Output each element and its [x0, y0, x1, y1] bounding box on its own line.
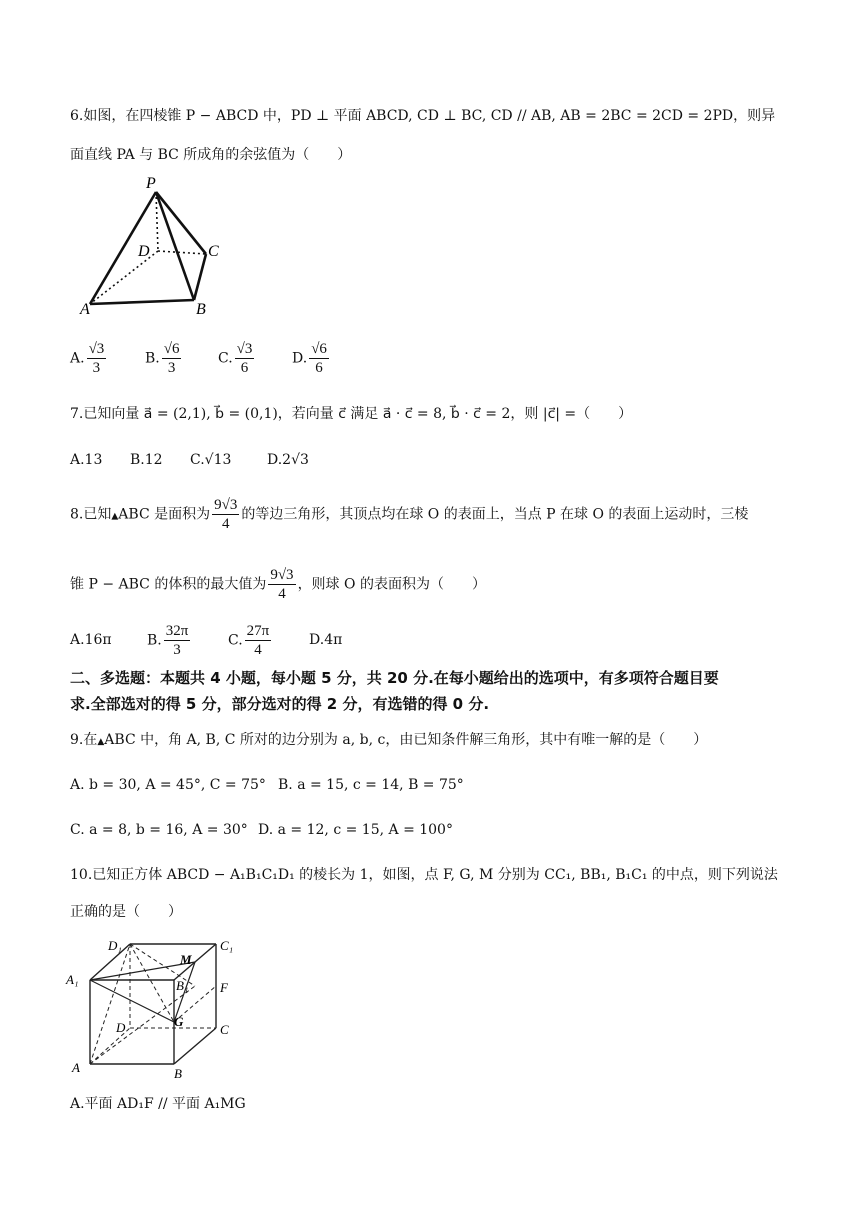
- q7-stem: 7.已知向量 a⃗ = (2,1), b⃗ = (0,1)，若向量 c⃗ 满足 a⃗ · c⃗ = 8, b⃗ · c⃗ = 2，则 |c⃗| =（ ）: [70, 406, 633, 422]
- q6-pyramid-figure: [76, 172, 226, 318]
- q8-option-b[interactable]: B. $\frac{32\pi}{3}$: [147, 623, 189, 658]
- edge-AB: [90, 300, 194, 304]
- small-triangle-icon: ▲: [111, 511, 119, 522]
- label-B: B: [196, 301, 206, 318]
- edge-PB: [156, 192, 194, 300]
- svg-text:M: M: [180, 952, 192, 967]
- edge-PC: [156, 192, 206, 254]
- q9-option-b[interactable]: B. a = 15, c = 14, B = 75°: [278, 777, 464, 793]
- q6-option-a[interactable]: A. $\frac{√3}{3}$: [70, 341, 105, 376]
- q9-option-c[interactable]: C. a = 8, b = 16, A = 30°: [70, 822, 248, 838]
- q7-option-c[interactable]: C.√13: [190, 452, 232, 468]
- q8-stem-line1: 8.已知▲ABC 是面积为 $\frac{9√3}{4}$ 的等边三角形，其顶点均在球 O 的表面上，当点 P 在球 O 的表面上运动时，三棱: [70, 497, 749, 532]
- label-D: D: [138, 243, 150, 260]
- q8-stem-line2: 锥 P − ABC 的体积的最大值为 $\frac{9√3}{4}$ ，则球 O 的表面积为（ ）: [70, 567, 486, 602]
- q7-option-b[interactable]: B.12: [130, 452, 163, 468]
- svg-text:D: D: [116, 1020, 126, 1035]
- q9-option-a[interactable]: A. b = 30, A = 45°, C = 75°: [70, 777, 266, 793]
- q7-option-d[interactable]: D.2√3: [267, 452, 309, 468]
- q6-option-b[interactable]: B. $\frac{√6}{3}$: [145, 341, 180, 376]
- q8-option-d[interactable]: D.4π: [309, 632, 343, 648]
- edge-BC: [194, 254, 206, 300]
- svg-text:C: C: [220, 1022, 229, 1037]
- q6-option-d[interactable]: D. $\frac{√6}{6}$: [292, 341, 327, 376]
- q7-option-a[interactable]: A.13: [70, 452, 103, 468]
- svg-text:D₁: D₁: [108, 938, 122, 953]
- svg-text:B₁: B₁: [176, 978, 189, 993]
- svg-text:C₁: C₁: [220, 938, 234, 953]
- small-triangle-icon: ▲: [97, 737, 105, 747]
- q9-option-d[interactable]: D. a = 12, c = 15, A = 100°: [258, 822, 453, 838]
- q10-option-a[interactable]: A.平面 AD₁F // 平面 A₁MG: [70, 1096, 246, 1112]
- label-A: A: [80, 301, 90, 318]
- svg-text:A: A: [72, 1060, 80, 1075]
- q9-stem: 9.在▲ABC 中，角 A, B, C 所对的边分别为 a, b, c，由已知条件解三角形，其中有唯一解的是（ ）: [70, 732, 708, 748]
- svg-text:A₁: A₁: [66, 972, 79, 987]
- svg-text:F: F: [220, 980, 228, 995]
- q10-stem-line2: 正确的是（ ）: [70, 904, 182, 920]
- q6-stem-line1: 6.如图，在四棱锥 P − ABCD 中，PD ⊥ 平面 ABCD, CD ⊥ BC, CD // AB, AB = 2BC = 2CD = 2PD，则异: [70, 108, 776, 124]
- label-C: C: [208, 243, 219, 260]
- q6-option-c[interactable]: C. $\frac{√3}{6}$: [218, 341, 253, 376]
- svg-text:G: G: [174, 1014, 184, 1029]
- section2-heading-line2: 求.全部选对的得 5 分，部分选对的得 2 分，有选错的得 0 分.: [70, 695, 490, 713]
- q6-stem-line2: 面直线 PA 与 BC 所成角的余弦值为（ ）: [70, 147, 352, 163]
- edge-PD: [156, 192, 158, 251]
- q8-option-a[interactable]: A.16π: [70, 632, 112, 648]
- q10-cube-figure: [64, 934, 254, 1082]
- section2-heading-line1: 二、多选题：本题共 4 小题，每小题 5 分，共 20 分.在每小题给出的选项中，有多项符合题目要: [70, 669, 719, 687]
- q10-stem-line1: 10.已知正方体 ABCD − A₁B₁C₁D₁ 的棱长为 1，如图，点 F, G, M 分别为 CC₁, BB₁, B₁C₁ 的中点，则下列说法: [70, 867, 778, 883]
- svg-text:B: B: [174, 1066, 182, 1081]
- edge-DC: [158, 251, 206, 254]
- q8-option-c[interactable]: C. $\frac{27\pi}{4}$: [228, 623, 270, 658]
- label-P: P: [146, 175, 156, 192]
